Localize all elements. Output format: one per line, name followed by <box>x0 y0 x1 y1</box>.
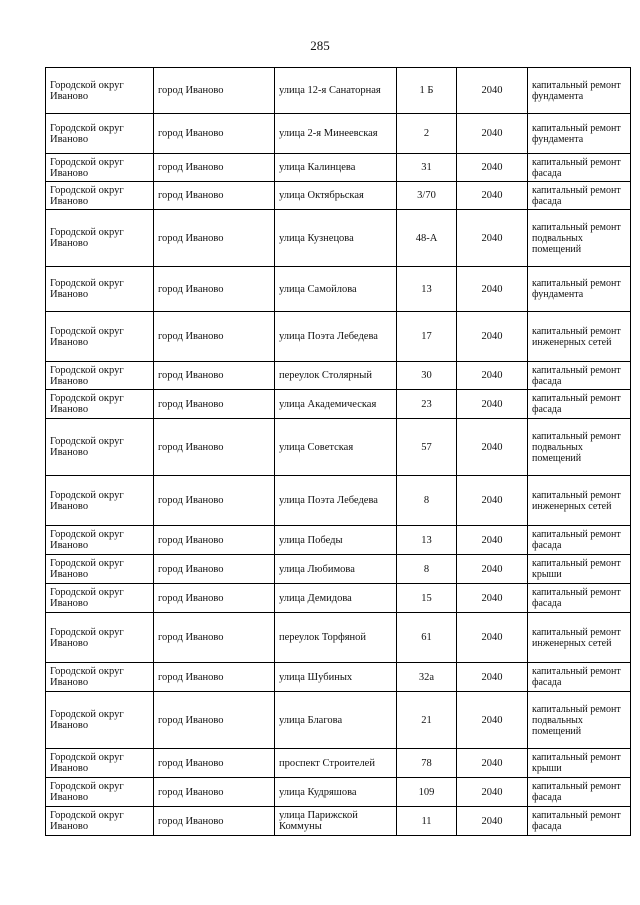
year-cell: 2040 <box>457 68 528 114</box>
street-cell: улица Шубиных <box>275 663 397 692</box>
city-cell: город Иваново <box>154 114 275 154</box>
city-cell: город Иваново <box>154 267 275 312</box>
house-number-cell: 8 <box>397 476 457 526</box>
table-row <box>46 663 631 692</box>
work-type-cell: капитальный ремонт подвальных помещений <box>528 210 631 267</box>
table-row <box>46 749 631 778</box>
house-number-cell: 78 <box>397 749 457 778</box>
house-number-cell: 30 <box>397 362 457 390</box>
street-cell: улица 12-я Санаторная <box>275 68 397 114</box>
work-type-cell: капитальный ремонт фундамента <box>528 114 631 154</box>
work-type-cell: капитальный ремонт подвальных помещений <box>528 419 631 476</box>
city-cell: город Иваново <box>154 749 275 778</box>
page-number: 285 <box>310 38 330 53</box>
table-row <box>46 182 631 210</box>
house-number-cell: 21 <box>397 692 457 749</box>
city-cell: город Иваново <box>154 362 275 390</box>
street-cell: улица Кузнецова <box>275 210 397 267</box>
house-number-cell: 31 <box>397 154 457 182</box>
municipal-district-cell: Городской округ Иваново <box>46 663 154 692</box>
work-type-cell: капитальный ремонт фасада <box>528 663 631 692</box>
street-cell: улица Калинцева <box>275 154 397 182</box>
house-number-cell: 109 <box>397 778 457 807</box>
house-number-cell: 15 <box>397 584 457 613</box>
work-type-cell: капитальный ремонт крыши <box>528 749 631 778</box>
table-row <box>46 526 631 555</box>
municipal-district-cell: Городской округ Иваново <box>46 267 154 312</box>
city-cell: город Иваново <box>154 182 275 210</box>
year-cell: 2040 <box>457 419 528 476</box>
year-cell: 2040 <box>457 663 528 692</box>
work-type-cell: капитальный ремонт инженерных сетей <box>528 312 631 362</box>
year-cell: 2040 <box>457 267 528 312</box>
city-cell: город Иваново <box>154 613 275 663</box>
city-cell: город Иваново <box>154 68 275 114</box>
work-type-cell: капитальный ремонт фасада <box>528 154 631 182</box>
city-cell: город Иваново <box>154 692 275 749</box>
table-row <box>46 613 631 663</box>
table-row <box>46 210 631 267</box>
year-cell: 2040 <box>457 749 528 778</box>
work-type-cell: капитальный ремонт подвальных помещений <box>528 692 631 749</box>
street-cell: улица Самойлова <box>275 267 397 312</box>
house-number-cell: 2 <box>397 114 457 154</box>
street-cell: улица Поэта Лебедева <box>275 312 397 362</box>
table-row <box>46 312 631 362</box>
work-type-cell: капитальный ремонт фундамента <box>528 68 631 114</box>
city-cell: город Иваново <box>154 419 275 476</box>
municipal-district-cell: Городской округ Иваново <box>46 154 154 182</box>
year-cell: 2040 <box>457 613 528 663</box>
city-cell: город Иваново <box>154 154 275 182</box>
registry-table-body <box>46 68 631 836</box>
year-cell: 2040 <box>457 390 528 419</box>
municipal-district-cell: Городской округ Иваново <box>46 114 154 154</box>
street-cell: улица Советская <box>275 419 397 476</box>
street-cell: улица Академическая <box>275 390 397 419</box>
year-cell: 2040 <box>457 692 528 749</box>
registry-table <box>45 67 631 836</box>
municipal-district-cell: Городской округ Иваново <box>46 68 154 114</box>
house-number-cell: 17 <box>397 312 457 362</box>
work-type-cell: капитальный ремонт фундамента <box>528 267 631 312</box>
year-cell: 2040 <box>457 210 528 267</box>
municipal-district-cell: Городской округ Иваново <box>46 419 154 476</box>
year-cell: 2040 <box>457 807 528 836</box>
work-type-cell: капитальный ремонт инженерных сетей <box>528 613 631 663</box>
municipal-district-cell: Городской округ Иваново <box>46 692 154 749</box>
year-cell: 2040 <box>457 778 528 807</box>
house-number-cell: 8 <box>397 555 457 584</box>
year-cell: 2040 <box>457 312 528 362</box>
municipal-district-cell: Городской округ Иваново <box>46 584 154 613</box>
table-row <box>46 68 631 114</box>
house-number-cell: 61 <box>397 613 457 663</box>
work-type-cell: капитальный ремонт фасада <box>528 778 631 807</box>
house-number-cell: 1 Б <box>397 68 457 114</box>
street-cell: улица Победы <box>275 526 397 555</box>
street-cell: улица Благова <box>275 692 397 749</box>
table-row <box>46 692 631 749</box>
house-number-cell: 57 <box>397 419 457 476</box>
street-cell: улица Кудряшова <box>275 778 397 807</box>
year-cell: 2040 <box>457 584 528 613</box>
city-cell: город Иваново <box>154 778 275 807</box>
street-cell: улица Демидова <box>275 584 397 613</box>
table-row <box>46 154 631 182</box>
municipal-district-cell: Городской округ Иваново <box>46 390 154 419</box>
street-cell: переулок Торфяной <box>275 613 397 663</box>
city-cell: город Иваново <box>154 584 275 613</box>
house-number-cell: 13 <box>397 526 457 555</box>
year-cell: 2040 <box>457 555 528 584</box>
street-cell: проспект Строителей <box>275 749 397 778</box>
street-cell: улица Парижской Коммуны <box>275 807 397 836</box>
house-number-cell: 23 <box>397 390 457 419</box>
year-cell: 2040 <box>457 476 528 526</box>
municipal-district-cell: Городской округ Иваново <box>46 807 154 836</box>
house-number-cell: 3/70 <box>397 182 457 210</box>
table-row <box>46 267 631 312</box>
table-row <box>46 555 631 584</box>
street-cell: улица Любимова <box>275 555 397 584</box>
house-number-cell: 13 <box>397 267 457 312</box>
work-type-cell: капитальный ремонт фасада <box>528 807 631 836</box>
municipal-district-cell: Городской округ Иваново <box>46 476 154 526</box>
house-number-cell: 32а <box>397 663 457 692</box>
city-cell: город Иваново <box>154 210 275 267</box>
city-cell: город Иваново <box>154 312 275 362</box>
table-row <box>46 390 631 419</box>
municipal-district-cell: Городской округ Иваново <box>46 778 154 807</box>
table-row <box>46 476 631 526</box>
municipal-district-cell: Городской округ Иваново <box>46 555 154 584</box>
municipal-district-cell: Городской округ Иваново <box>46 749 154 778</box>
table-row <box>46 114 631 154</box>
house-number-cell: 11 <box>397 807 457 836</box>
city-cell: город Иваново <box>154 807 275 836</box>
work-type-cell: капитальный ремонт крыши <box>528 555 631 584</box>
city-cell: город Иваново <box>154 663 275 692</box>
work-type-cell: капитальный ремонт фасада <box>528 390 631 419</box>
municipal-district-cell: Городской округ Иваново <box>46 613 154 663</box>
municipal-district-cell: Городской округ Иваново <box>46 182 154 210</box>
year-cell: 2040 <box>457 182 528 210</box>
year-cell: 2040 <box>457 154 528 182</box>
table-row <box>46 419 631 476</box>
street-cell: переулок Столярный <box>275 362 397 390</box>
table-row <box>46 362 631 390</box>
work-type-cell: капитальный ремонт фасада <box>528 362 631 390</box>
city-cell: город Иваново <box>154 555 275 584</box>
table-row <box>46 584 631 613</box>
municipal-district-cell: Городской округ Иваново <box>46 210 154 267</box>
city-cell: город Иваново <box>154 526 275 555</box>
work-type-cell: капитальный ремонт фасада <box>528 526 631 555</box>
work-type-cell: капитальный ремонт фасада <box>528 584 631 613</box>
municipal-district-cell: Городской округ Иваново <box>46 362 154 390</box>
street-cell: улица Октябрьская <box>275 182 397 210</box>
street-cell: улица Поэта Лебедева <box>275 476 397 526</box>
municipal-district-cell: Городской округ Иваново <box>46 526 154 555</box>
table-row <box>46 778 631 807</box>
table-row <box>46 807 631 836</box>
work-type-cell: капитальный ремонт инженерных сетей <box>528 476 631 526</box>
work-type-cell: капитальный ремонт фасада <box>528 182 631 210</box>
year-cell: 2040 <box>457 362 528 390</box>
city-cell: город Иваново <box>154 390 275 419</box>
year-cell: 2040 <box>457 114 528 154</box>
house-number-cell: 48-А <box>397 210 457 267</box>
year-cell: 2040 <box>457 526 528 555</box>
municipal-district-cell: Городской округ Иваново <box>46 312 154 362</box>
street-cell: улица 2-я Минеевская <box>275 114 397 154</box>
city-cell: город Иваново <box>154 476 275 526</box>
